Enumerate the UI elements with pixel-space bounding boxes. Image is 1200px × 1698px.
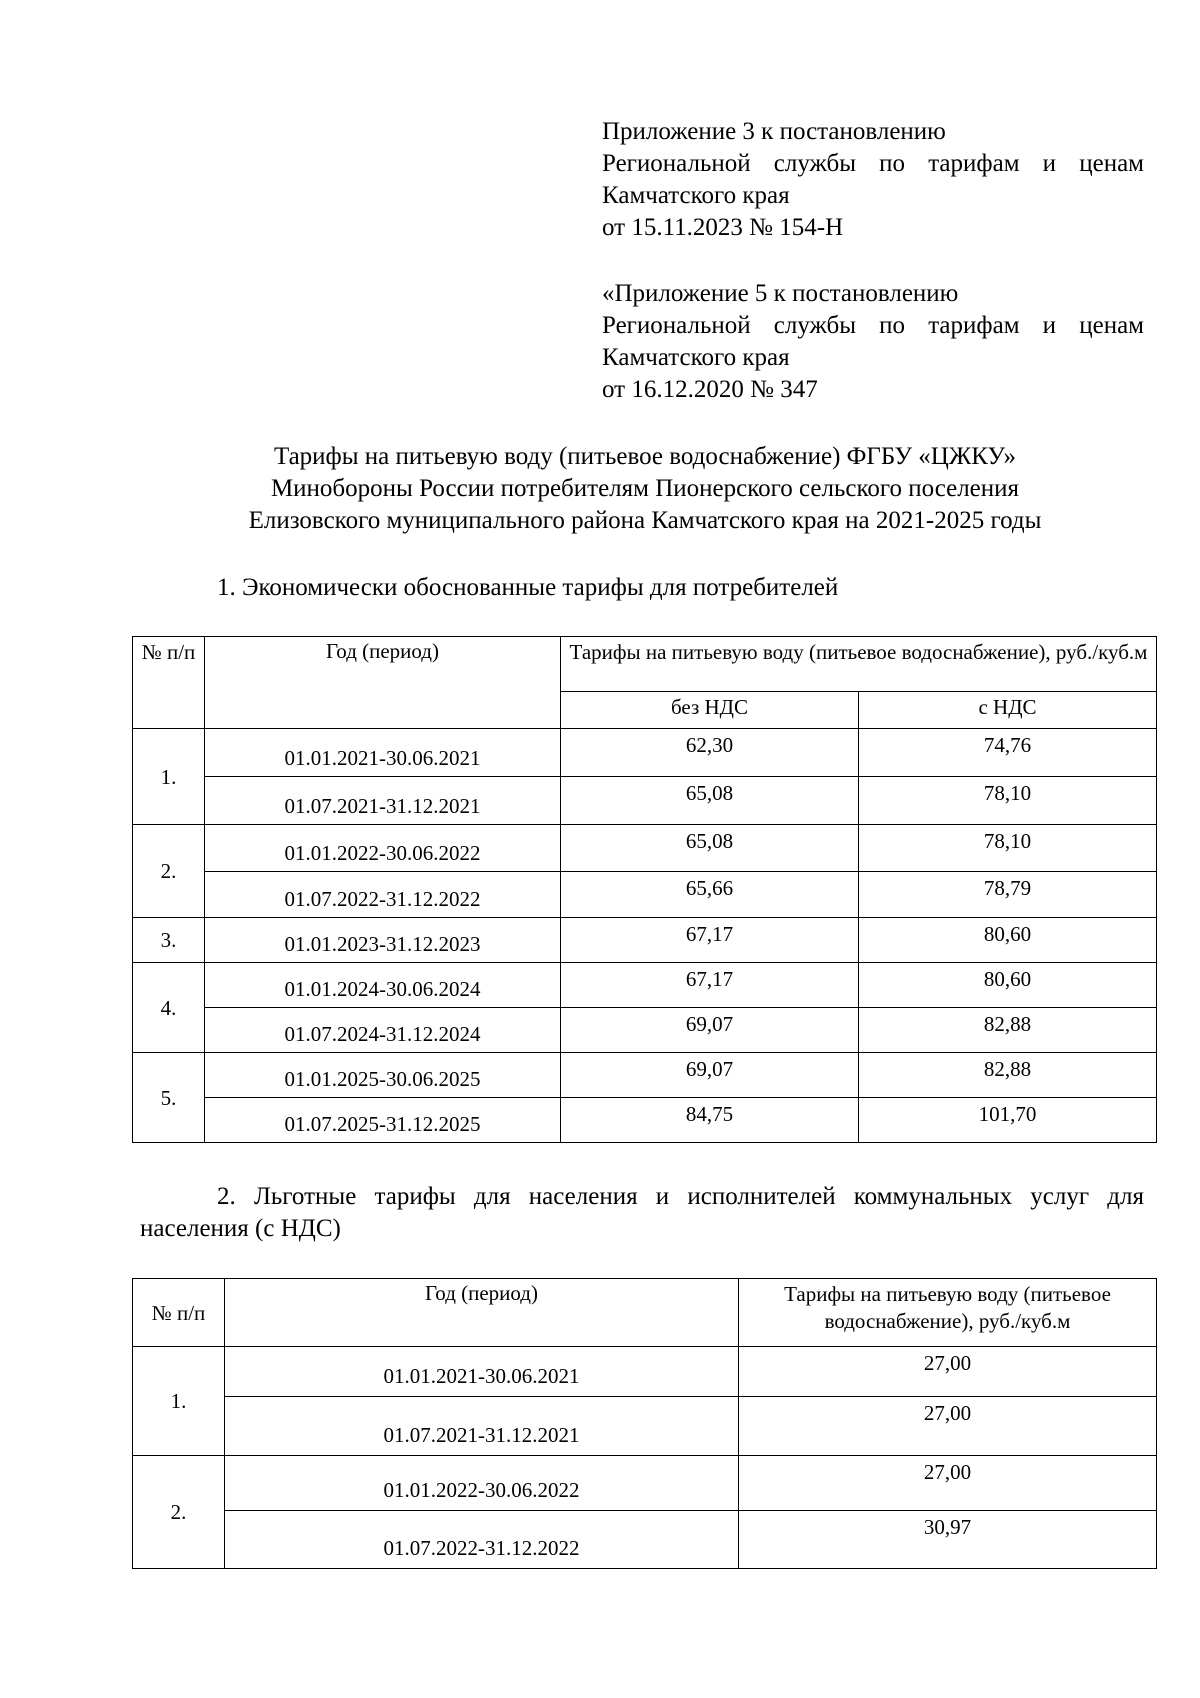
row-value: 27,00: [739, 1347, 1157, 1397]
row-period: 01.07.2024-31.12.2024: [205, 1008, 561, 1053]
row-without-vat: 65,66: [561, 872, 859, 918]
row-period: 01.07.2021-31.12.2021: [225, 1397, 739, 1456]
table-row: [133, 1456, 1157, 1511]
row-num: 4.: [133, 963, 205, 1053]
row-period: 01.07.2022-31.12.2022: [225, 1511, 739, 1569]
header-period: Год (период): [225, 1279, 739, 1347]
appendix-5-line-2: Региональной службы по тарифам и ценам: [602, 312, 1144, 339]
appendix-5-line-1: «Приложение 5 к постановлению: [602, 280, 959, 307]
appendix-3-line-2: Региональной службы по тарифам и ценам: [602, 150, 1144, 177]
title-line-3: Елизовского муниципального района Камчатского края на 2021-2025 годы: [248, 507, 1042, 534]
section-2-heading: [140, 1181, 1144, 1245]
row-without-vat: 65,08: [561, 777, 859, 825]
appendix-5-line-3: Камчатского края: [602, 344, 790, 371]
title-line-2: Минобороны России потребителям Пионерского сельского поселения: [270, 475, 1020, 502]
appendix-5-note: [602, 278, 1144, 406]
appendix-3-line-4: от 15.11.2023 № 154-Н: [602, 214, 844, 241]
table-row: [133, 1008, 1157, 1053]
table-row: [133, 963, 1157, 1008]
row-value: 27,00: [739, 1397, 1157, 1456]
section-2-heading-line-2: населения (с НДС): [140, 1215, 341, 1242]
table-row: [133, 1511, 1157, 1569]
header-num: № п/п: [133, 1279, 225, 1347]
header-without-vat: без НДС: [561, 692, 859, 729]
header-tariffs: Тарифы на питьевую воду (питьевое водоснабжение), руб./куб.м: [561, 637, 1157, 692]
document-title: [130, 441, 1160, 537]
row-with-vat: 78,10: [859, 825, 1157, 872]
table-row: [133, 777, 1157, 825]
row-with-vat: 82,88: [859, 1008, 1157, 1053]
table-row: [133, 1053, 1157, 1098]
section-2-heading-line-1: 2. Льготные тарифы для населения и исполнителей коммунальных услуг для: [217, 1183, 1144, 1210]
row-num: 2.: [133, 1456, 225, 1569]
table-row: [133, 825, 1157, 872]
appendix-3-line-3: Камчатского края: [602, 182, 790, 209]
row-num: 3.: [133, 918, 205, 963]
row-without-vat: 69,07: [561, 1053, 859, 1098]
row-period: 01.01.2021-30.06.2021: [205, 729, 561, 777]
row-num: 2.: [133, 825, 205, 918]
row-period: 01.07.2025-31.12.2025: [205, 1098, 561, 1143]
row-with-vat: 80,60: [859, 918, 1157, 963]
header-with-vat: с НДС: [859, 692, 1157, 729]
row-num: 1.: [133, 1347, 225, 1456]
section-1-heading: 1. Экономически обоснованные тарифы для потребителей: [217, 574, 839, 601]
preferential-tariffs-table: [132, 1278, 1157, 1569]
row-value: 30,97: [739, 1511, 1157, 1569]
table-row: [133, 872, 1157, 918]
row-period: 01.01.2025-30.06.2025: [205, 1053, 561, 1098]
row-value: 27,00: [739, 1456, 1157, 1511]
row-with-vat: 82,88: [859, 1053, 1157, 1098]
row-without-vat: 65,08: [561, 825, 859, 872]
table-row: [133, 1347, 1157, 1397]
row-with-vat: 80,60: [859, 963, 1157, 1008]
row-without-vat: 69,07: [561, 1008, 859, 1053]
row-period: 01.01.2021-30.06.2021: [225, 1347, 739, 1397]
header-num: № п/п: [133, 637, 205, 729]
row-period: 01.01.2023-31.12.2023: [205, 918, 561, 963]
row-period: 01.07.2021-31.12.2021: [205, 777, 561, 825]
header-period: Год (период): [205, 637, 561, 729]
row-without-vat: 84,75: [561, 1098, 859, 1143]
appendix-3-note: [602, 116, 1144, 244]
row-without-vat: 67,17: [561, 918, 859, 963]
table-row: [133, 1397, 1157, 1456]
appendix-3-line-1: Приложение 3 к постановлению: [602, 118, 946, 145]
row-with-vat: 101,70: [859, 1098, 1157, 1143]
row-period: 01.01.2024-30.06.2024: [205, 963, 561, 1008]
row-with-vat: 78,10: [859, 777, 1157, 825]
row-with-vat: 78,79: [859, 872, 1157, 918]
row-period: 01.07.2022-31.12.2022: [205, 872, 561, 918]
row-period: 01.01.2022-30.06.2022: [205, 825, 561, 872]
row-without-vat: 62,30: [561, 729, 859, 777]
row-num: 5.: [133, 1053, 205, 1143]
header-tariffs: Тарифы на питьевую воду (питьевое водоснабжение), руб./куб.м: [739, 1279, 1157, 1347]
row-with-vat: 74,76: [859, 729, 1157, 777]
appendix-5-line-4: от 16.12.2020 № 347: [602, 376, 818, 403]
economic-tariffs-table: [132, 636, 1157, 1143]
table-row: [133, 729, 1157, 777]
row-num: 1.: [133, 729, 205, 825]
row-period: 01.01.2022-30.06.2022: [225, 1456, 739, 1511]
table-row: [133, 1098, 1157, 1143]
table-row: [133, 918, 1157, 963]
title-line-1: Тарифы на питьевую воду (питьевое водоснабжение) ФГБУ «ЦЖКУ»: [273, 443, 1017, 470]
row-without-vat: 67,17: [561, 963, 859, 1008]
